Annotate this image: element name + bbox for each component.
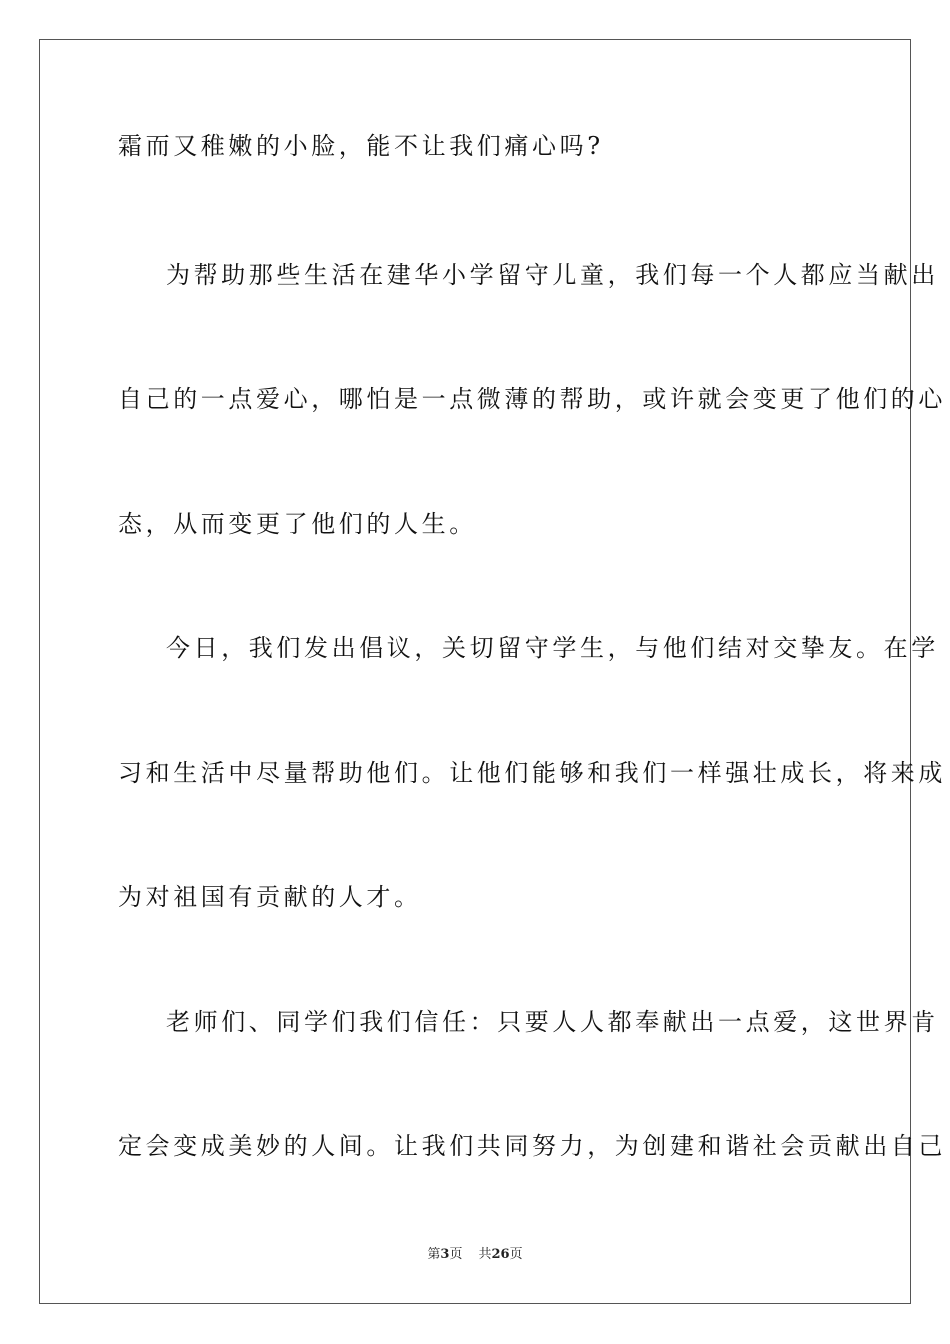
footer-total-pages: 26	[491, 1247, 510, 1262]
body-line-3: 自己的一点爱心，哪怕是一点微薄的帮助，或许就会变更了他们的心	[118, 385, 946, 413]
page-footer	[0, 1246, 950, 1264]
footer-page-number: 3	[440, 1247, 450, 1262]
body-line-7: 为对祖国有贡献的人才。	[118, 883, 422, 911]
footer-total-suffix: 页	[509, 1247, 523, 1262]
body-line-9: 定会变成美妙的人间。让我们共同努力，为创建和谐社会贡献出自己	[118, 1132, 946, 1160]
body-line-6: 习和生活中尽量帮助他们。让他们能够和我们一样强壮成长，将来成	[118, 759, 946, 787]
body-line-8: 老师们、同学们我们信任：只要人人都奉献出一点爱，这世界肯	[166, 1008, 939, 1036]
body-line-5: 今日，我们发出倡议，关切留守学生，与他们结对交挚友。在学	[166, 634, 939, 662]
body-line-2: 为帮助那些生活在建华小学留守儿童，我们每一个人都应当献出	[166, 261, 939, 289]
footer-page-suffix: 页	[449, 1247, 463, 1262]
page-border	[39, 39, 946, 1304]
footer-total-prefix: 共	[478, 1247, 492, 1262]
body-line-4: 态，从而变更了他们的人生。	[118, 510, 477, 538]
footer-page-prefix: 第	[427, 1247, 441, 1262]
body-line-1: 霜而又稚嫩的小脸，能不让我们痛心吗?	[118, 132, 604, 160]
